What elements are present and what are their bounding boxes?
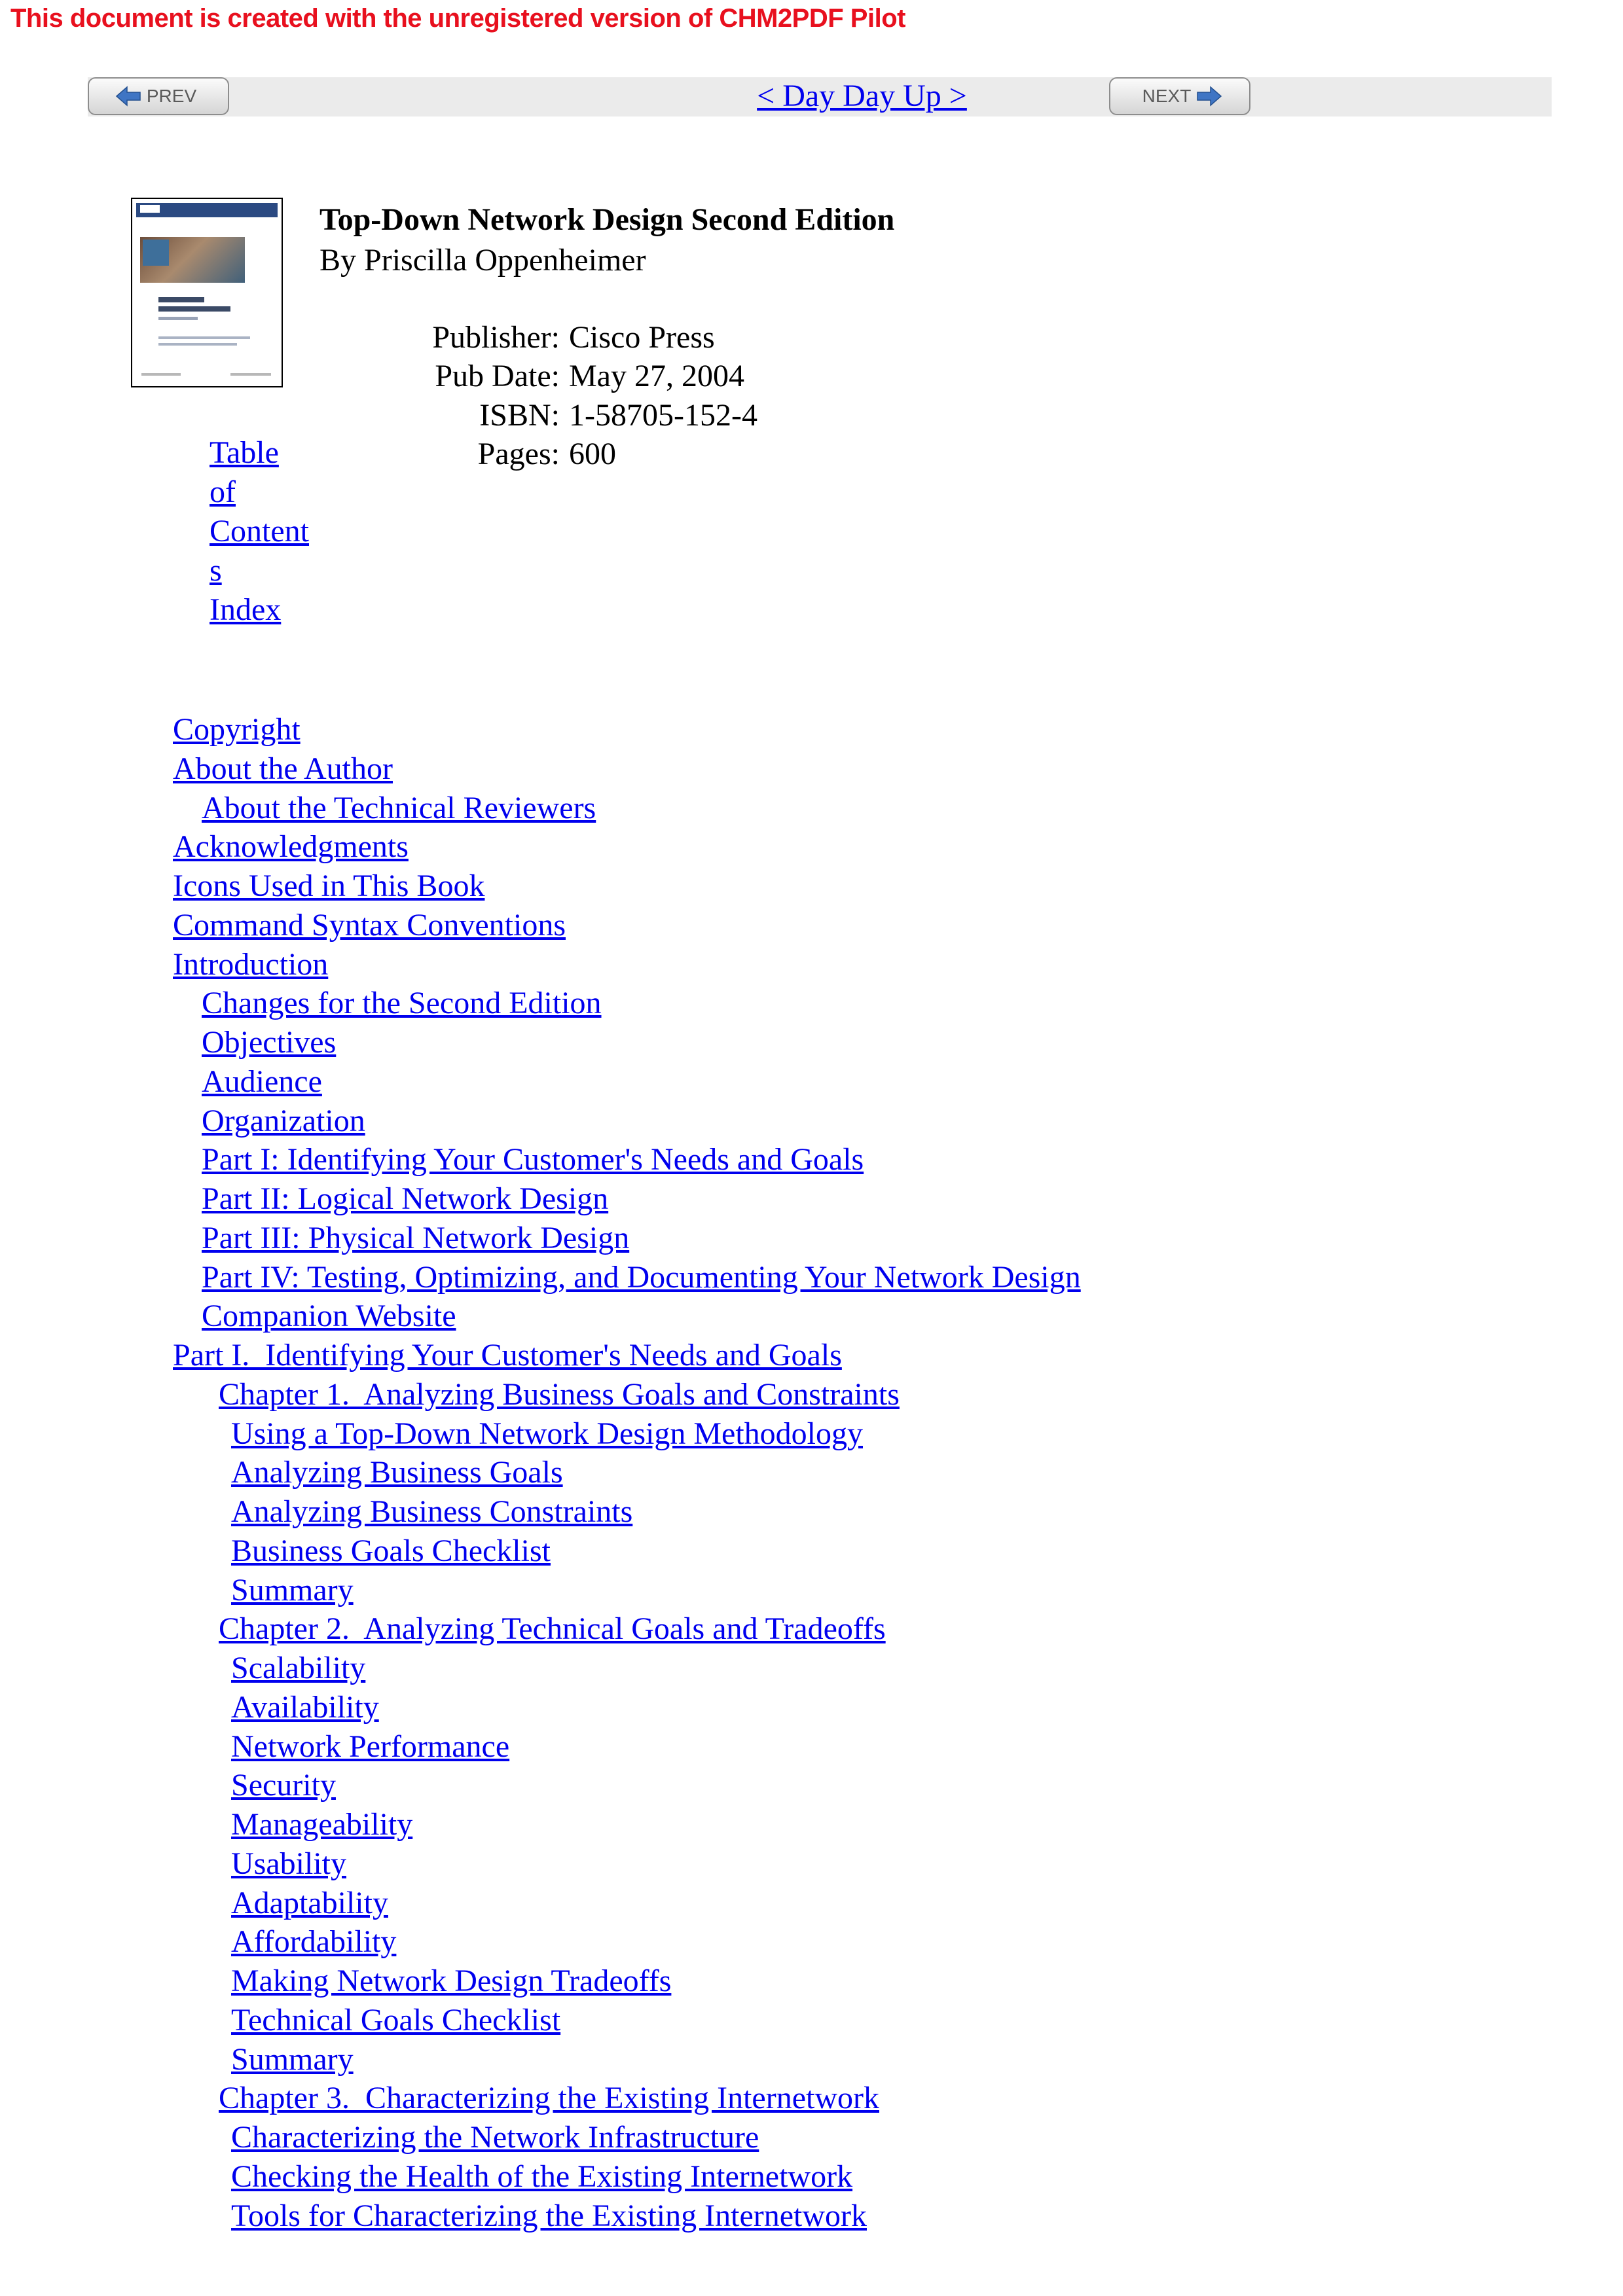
toc-entry[interactable]: Copyright xyxy=(173,712,301,747)
toc-entry[interactable]: Command Syntax Conventions xyxy=(173,908,566,942)
toc-entry[interactable]: Making Network Design Tradeoffs xyxy=(231,1964,672,1998)
toc-entry[interactable]: Security xyxy=(231,1768,336,1803)
toc-entry[interactable]: Tools for Characterizing the Existing Internetwork xyxy=(231,2198,867,2233)
next-button[interactable] xyxy=(1109,77,1250,115)
toc-entry[interactable]: About the Technical Reviewers xyxy=(202,791,596,825)
toc-entry[interactable]: Usability xyxy=(231,1846,346,1881)
toc-entry[interactable]: Analyzing Business Goals xyxy=(231,1455,563,1490)
meta-value: 600 xyxy=(569,437,616,471)
toc-entry[interactable]: Part I. Identifying Your Customer's Needs and Goals xyxy=(173,1338,842,1372)
meta-label: Pages: xyxy=(477,437,560,471)
toc-entry[interactable]: About the Author xyxy=(173,751,393,786)
toc-entry[interactable]: Part I: Identifying Your Customer's Needs and Goals xyxy=(202,1142,864,1177)
toc-entry[interactable]: Introduction xyxy=(173,947,329,982)
toc-entry[interactable]: Chapter 2. Analyzing Technical Goals and Tradeoffs xyxy=(219,1611,886,1646)
arrow-right-icon xyxy=(1196,86,1222,107)
toc-entry[interactable]: Part II: Logical Network Design xyxy=(202,1181,609,1216)
toc-entry[interactable]: Analyzing Business Constraints xyxy=(231,1494,633,1529)
meta-label: ISBN: xyxy=(479,398,560,433)
toc-entry[interactable]: Part IV: Testing, Optimizing, and Documenting Your Network Design xyxy=(202,1260,1081,1295)
toc-entry[interactable]: Availability xyxy=(231,1690,379,1725)
toc-link-table[interactable]: Table xyxy=(210,435,279,470)
toc-entry[interactable]: Acknowledgments xyxy=(173,829,409,864)
toc-link-content[interactable]: Content xyxy=(210,514,309,548)
toc-entry[interactable]: Audience xyxy=(202,1064,322,1099)
toc-entry[interactable]: Affordability xyxy=(231,1924,397,1959)
next-label: NEXT xyxy=(1142,86,1192,106)
toc-entry[interactable]: Chapter 3. Characterizing the Existing Internetwork xyxy=(219,2081,880,2115)
toc-entry[interactable]: Icons Used in This Book xyxy=(173,869,485,903)
index-link[interactable]: Index xyxy=(210,592,282,627)
day-day-up-link[interactable]: < Day Day Up > xyxy=(757,79,967,113)
toc-entry[interactable]: Organization xyxy=(202,1103,365,1138)
toc-entry[interactable]: Scalability xyxy=(231,1651,366,1685)
watermark-text: This document is created with the unregistered version of CHM2PDF Pilot xyxy=(10,4,905,33)
meta-label: Publisher: xyxy=(432,320,560,355)
toc-entry[interactable]: Summary xyxy=(231,1573,354,1607)
toc-entry[interactable]: Business Goals Checklist xyxy=(231,1534,551,1568)
meta-value: 1-58705-152-4 xyxy=(569,398,757,433)
navigation-bar xyxy=(88,77,1552,117)
book-title: Top-Down Network Design Second Edition xyxy=(319,202,895,237)
meta-value: May 27, 2004 xyxy=(569,359,744,393)
toc-entry[interactable]: Companion Website xyxy=(202,1299,456,1333)
prev-label: PREV xyxy=(146,86,197,106)
toc-entry[interactable]: Changes for the Second Edition xyxy=(202,986,602,1020)
toc-entry[interactable]: Adaptability xyxy=(231,1886,388,1920)
meta-label: Pub Date: xyxy=(435,359,560,393)
book-author: By Priscilla Oppenheimer xyxy=(319,243,646,278)
prev-button[interactable] xyxy=(88,77,229,115)
toc-link-of[interactable]: of xyxy=(210,475,236,509)
side-links xyxy=(210,433,314,630)
toc-entry[interactable]: Part III: Physical Network Design xyxy=(202,1221,630,1255)
toc-entry[interactable]: Network Performance xyxy=(231,1729,510,1764)
toc-entry[interactable]: Characterizing the Network Infrastructure xyxy=(231,2120,759,2155)
arrow-left-icon xyxy=(115,86,141,107)
toc-entry[interactable]: Objectives xyxy=(202,1025,337,1060)
toc-entry[interactable]: Using a Top-Down Network Design Methodology xyxy=(231,1416,863,1451)
toc-link-s[interactable]: s xyxy=(210,553,222,588)
toc-entry[interactable]: Chapter 1. Analyzing Business Goals and Constraints xyxy=(219,1377,900,1412)
toc-entry[interactable]: Summary xyxy=(231,2042,354,2077)
toc-entry[interactable]: Checking the Health of the Existing Internetwork xyxy=(231,2159,853,2194)
toc-entry[interactable]: Technical Goals Checklist xyxy=(231,2003,561,2037)
toc-entry[interactable]: Manageability xyxy=(231,1807,413,1842)
meta-value: Cisco Press xyxy=(569,320,715,355)
